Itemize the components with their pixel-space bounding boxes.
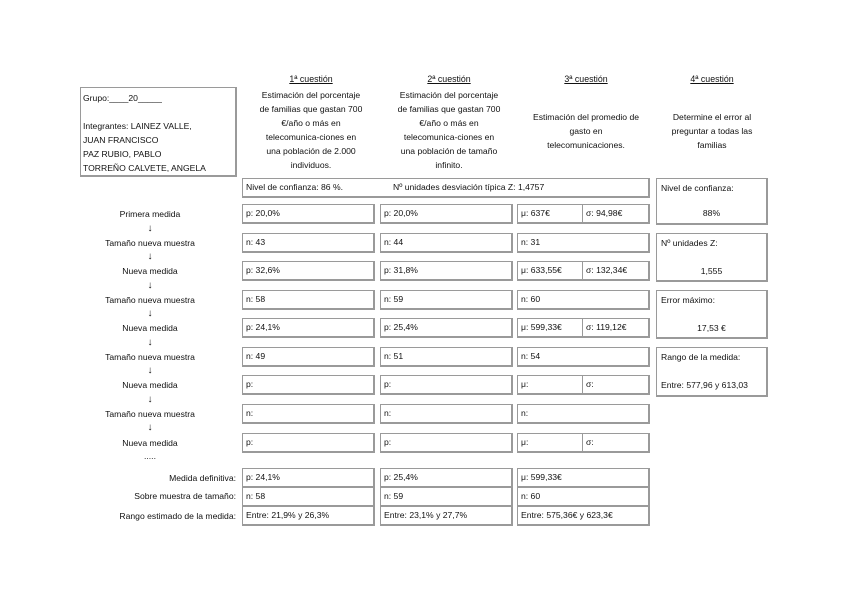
q1-cell: n: 49 [242,347,375,367]
q1-cell: p: [242,375,375,395]
final-q3-cell: μ: 599,33€ [517,468,650,488]
confidence-row [242,178,650,198]
row-label: Nueva medida [122,380,178,390]
q4-error-value: 17,53 € [697,323,726,333]
q3-mean: μ: [521,437,529,447]
q3-sigma: σ: 132,34€ [586,265,628,275]
desc-q3: Estimación del promedio de gasto en telecomunicaciones. [532,112,640,150]
desc-q4: Determine el error al preguntar a todas las familias [671,112,753,150]
q4-confidence-label: Nivel de confianza: [661,183,734,193]
q2-cell: n: 59 [380,290,513,310]
final-label: Medida definitiva: [169,473,236,483]
down-arrow-icon: ↓ [147,223,153,234]
desc-q2: Estimación del porcentaje de familias que gastan 700 €/año o más en telecomunica-ciones en una población de tamaño infinito. [397,90,501,170]
q4-range-box [656,347,768,397]
q1-cell: p: 24,1% [242,318,375,338]
q1-cell: n: [242,404,375,424]
final-q3-cell: n: 60 [517,487,650,507]
final-q2-cell: Entre: 23,1% y 27,7% [380,506,513,526]
q3-mean: μ: 633,55€ [521,265,562,275]
q2-cell: p: 25,4% [380,318,513,338]
q2-cell: p: [380,433,513,453]
q3-cell: n: 31 [517,233,650,253]
row-label: Nueva medida [122,438,178,448]
q3-cell [517,261,650,281]
q2-cell: n: 51 [380,347,513,367]
down-arrow-icon: ↓ [147,308,153,319]
members-line: PAZ RUBIO, PABLO [83,149,162,159]
q3-cell: n: [517,404,650,424]
q2-cell: p: 20,0% [380,204,513,224]
q3-cell [517,433,650,453]
final-q1-cell: Entre: 21,9% y 26,3% [242,506,375,526]
row-label: Tamaño nueva muestra [105,352,195,362]
q4-z-label: Nº unidades Z: [661,238,718,248]
q3-cell [517,375,650,395]
q3-sigma: σ: [586,379,594,389]
q2-cell: n: [380,404,513,424]
q1-cell: n: 58 [242,290,375,310]
row-label: Tamaño nueva muestra [105,238,195,248]
q3-sigma: σ: [586,437,594,447]
q2-cell: p: 31,8% [380,261,513,281]
confidence-level: Nivel de confianza: 86 %. [246,182,343,192]
q3-mean: μ: 637€ [521,208,550,218]
q2-cell: p: [380,375,513,395]
q4-error-box [656,290,768,339]
row-label: Nueva medida [122,266,178,276]
final-label: Rango estimado de la medida: [119,511,236,521]
final-q2-cell: p: 25,4% [380,468,513,488]
header-q2: 2ª cuestión [427,74,471,84]
group-box [80,87,237,177]
group-number: Grupo:____20_____ [83,93,162,103]
q3-sigma: σ: 119,12€ [586,322,627,332]
final-label: Sobre muestra de tamaño: [134,491,236,501]
q3-cell: n: 60 [517,290,650,310]
row-label: Nueva medida [122,323,178,333]
q4-range-value: Entre: 577,96 y 613,03 [661,380,748,390]
row-label: Tamaño nueva muestra [105,409,195,419]
q4-range-label: Rango de la medida: [661,352,741,362]
down-arrow-icon: ↓ [147,422,153,433]
continuation-dots: ..... [144,451,156,461]
q3-sigma: σ: 94,98€ [586,208,623,218]
final-q1-cell: p: 24,1% [242,468,375,488]
members-line: TORREÑO CALVETE, ANGELA [83,163,206,173]
q4-error-label: Error máximo: [661,295,715,305]
q3-cell: n: 54 [517,347,650,367]
down-arrow-icon: ↓ [147,251,153,262]
row-label: Primera medida [119,209,181,219]
q2-cell: n: 44 [380,233,513,253]
down-arrow-icon: ↓ [147,365,153,376]
members-line: JUAN FRANCISCO [83,135,159,145]
q1-cell: p: [242,433,375,453]
final-q1-cell: n: 58 [242,487,375,507]
q3-mean: μ: 599,33€ [521,322,562,332]
q4-confidence-value: 88% [702,208,721,218]
members-line: Integrantes: LAINEZ VALLE, [83,121,192,131]
final-q3-cell: Entre: 575,36€ y 623,3€ [517,506,650,526]
q3-mean: μ: [521,379,529,389]
header-q3: 3ª cuestión [564,74,608,84]
q1-cell: n: 43 [242,233,375,253]
q4-z-value: 1,555 [700,266,723,276]
down-arrow-icon: ↓ [147,394,153,405]
q1-cell: p: 20,0% [242,204,375,224]
z-units: Nº unidades desviación típica Z: 1,4757 [393,182,545,192]
desc-q1: Estimación del porcentaje de familias que gastan 700 €/año o más en telecomunica-ciones en una población de 2.000 individuos. [259,90,363,170]
q1-cell: p: 32,6% [242,261,375,281]
q4-confidence-box [656,178,768,225]
down-arrow-icon: ↓ [147,337,153,348]
q4-z-box [656,233,768,282]
header-q1: 1ª cuestión [289,74,333,84]
final-q2-cell: n: 59 [380,487,513,507]
header-q4: 4ª cuestión [690,74,734,84]
down-arrow-icon: ↓ [147,280,153,291]
q3-cell [517,204,650,224]
row-label: Tamaño nueva muestra [105,295,195,305]
q3-cell [517,318,650,338]
